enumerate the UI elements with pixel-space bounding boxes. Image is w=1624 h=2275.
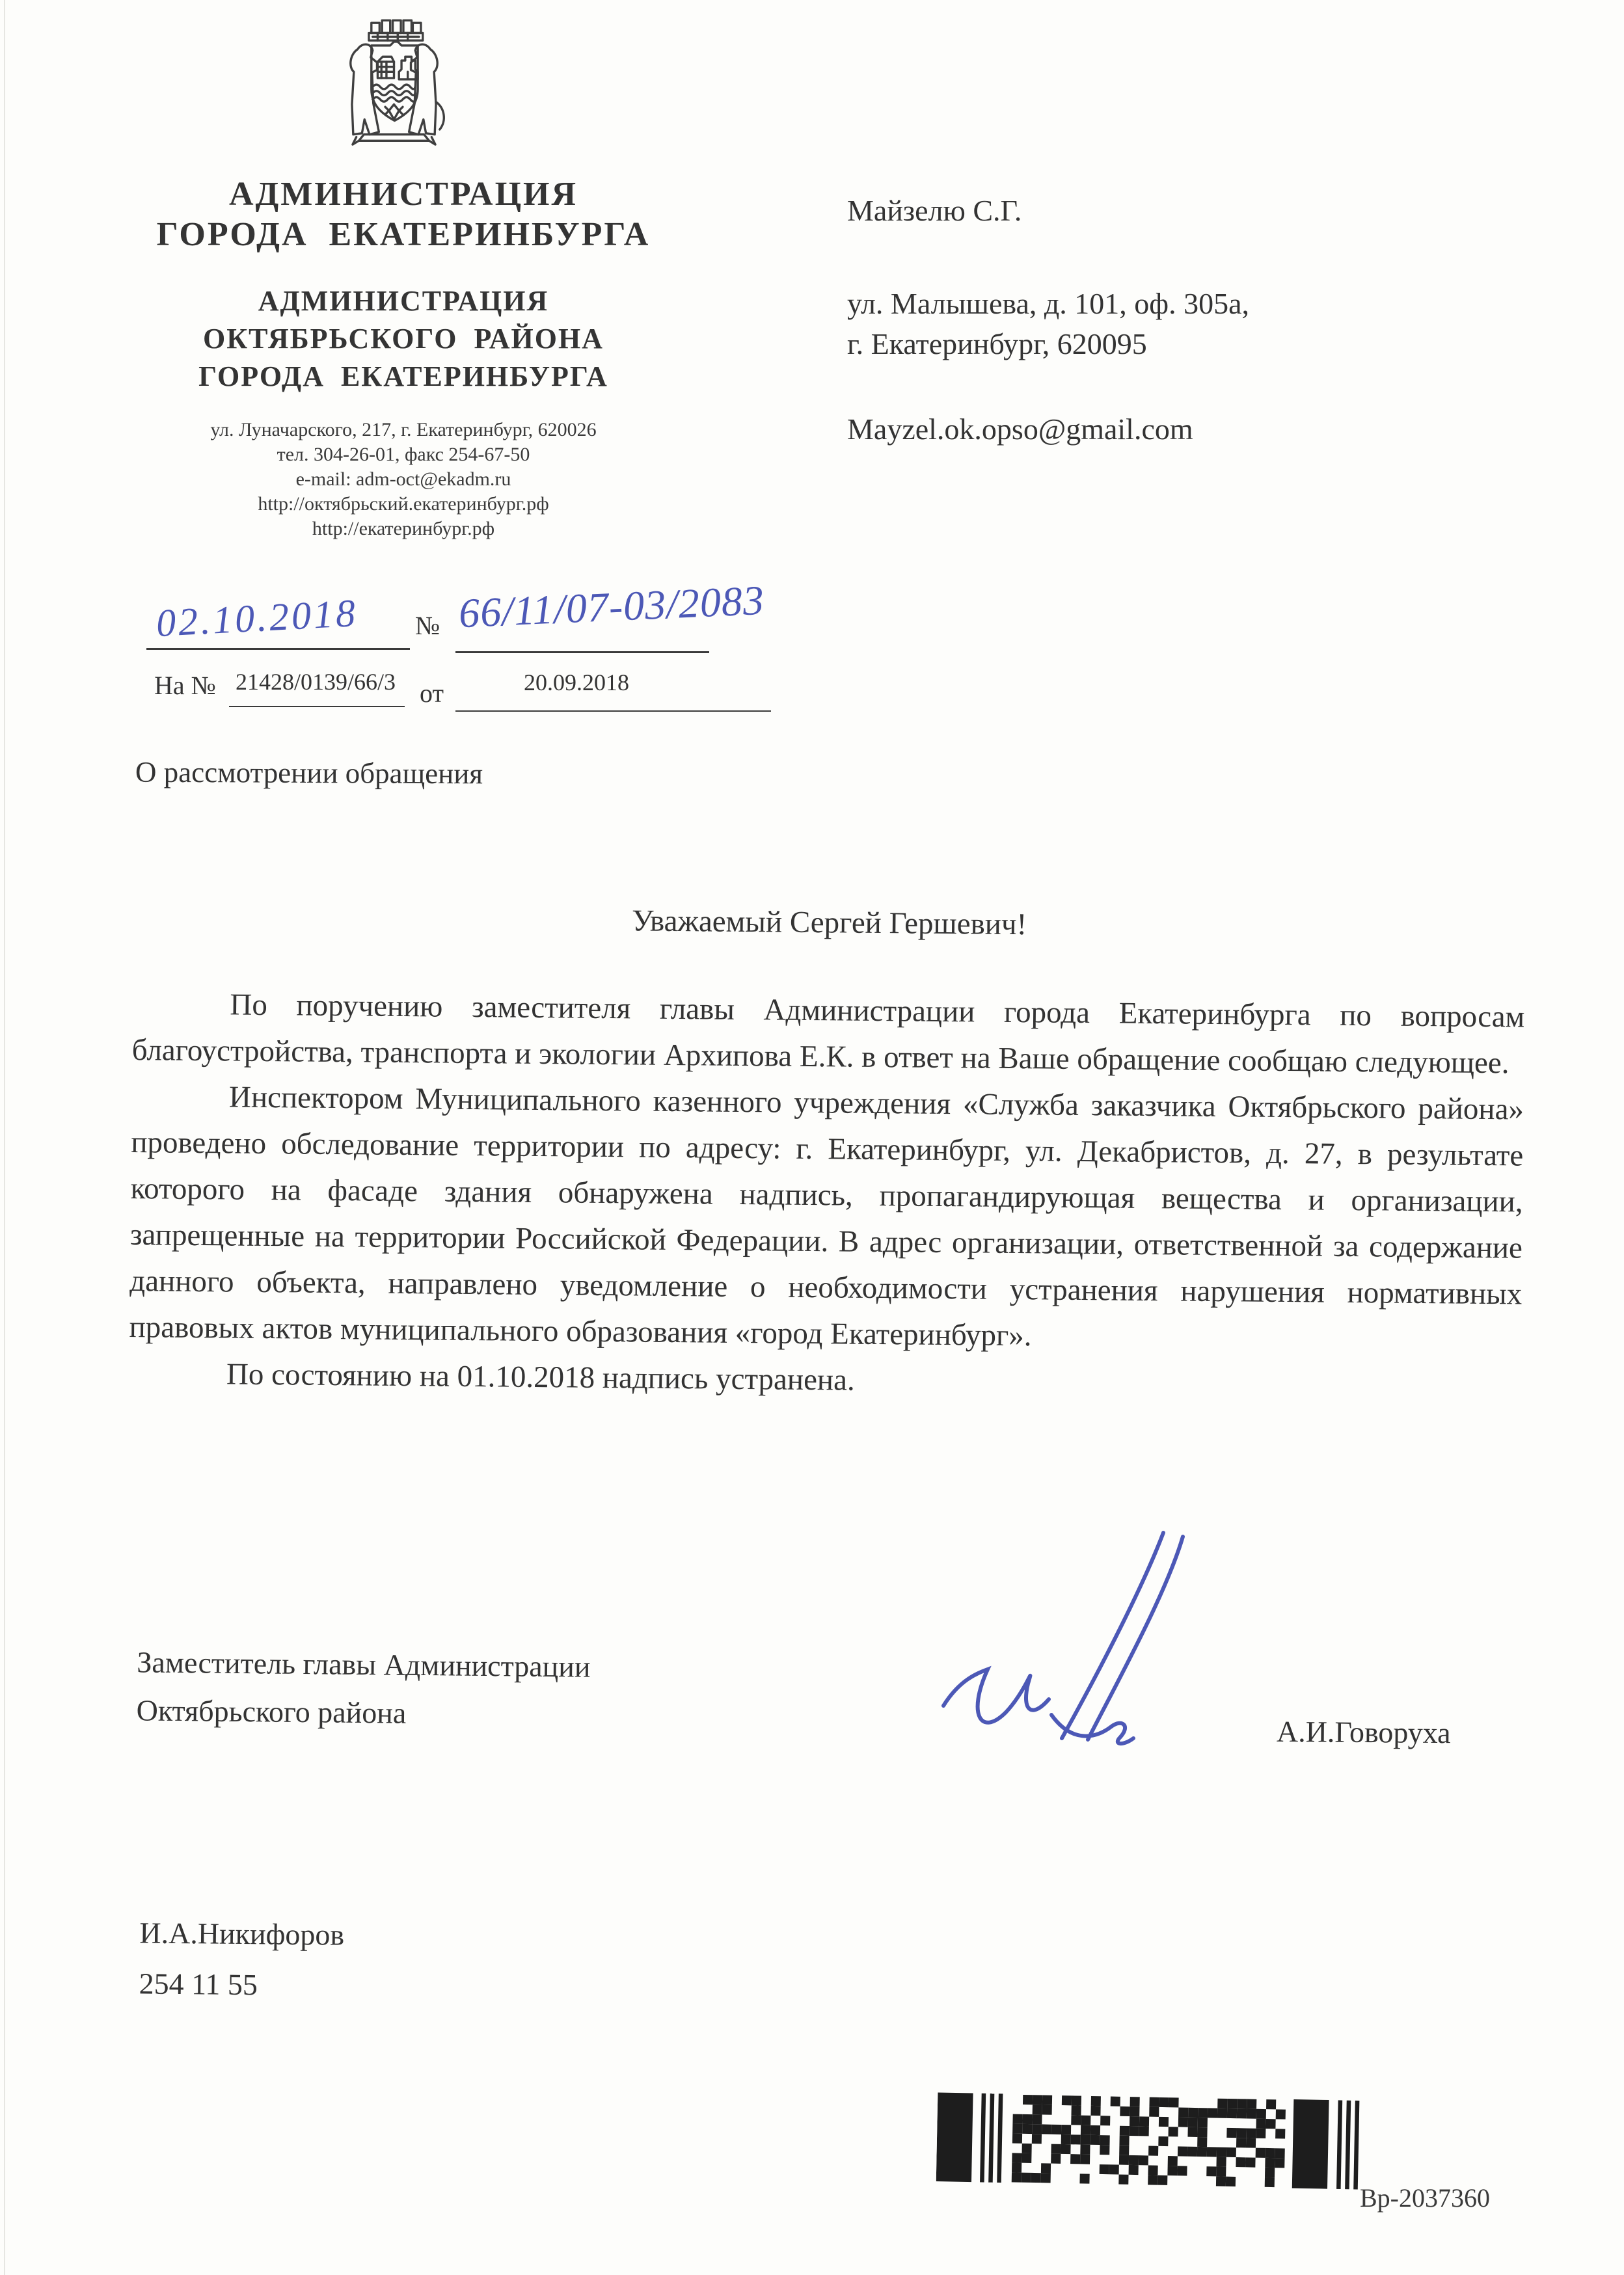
org-subtitle bbox=[85, 282, 722, 396]
letterhead-address: ул. Луначарского, 217, г. Екатеринбург, 620026 bbox=[210, 419, 597, 440]
recipient-address-line2: г. Екатеринбург, 620095 bbox=[847, 327, 1147, 360]
signer-title-line2: Октябрьского района bbox=[136, 1693, 407, 1730]
letterhead-site1: http://октябрьский.екатеринбург.рф bbox=[258, 493, 549, 515]
from-label: от bbox=[420, 679, 444, 708]
executor-name: И.А.Никифоров bbox=[139, 1916, 345, 1952]
reply-number-underline bbox=[229, 706, 405, 707]
subject-line: О рассмотрении обращения bbox=[135, 755, 483, 790]
outgoing-date-underline bbox=[146, 648, 410, 650]
number-sign: № bbox=[415, 611, 440, 640]
signer-name: А.И.Говоруха bbox=[1276, 1714, 1451, 1750]
executor-block bbox=[139, 1907, 344, 2011]
outgoing-number-handwritten: 66/11/07-03/2083 bbox=[457, 576, 766, 637]
recipient-name: Майзелю С.Г. bbox=[847, 194, 1022, 227]
letterhead-contact bbox=[85, 418, 722, 541]
barcode-label: Вр-2037360 bbox=[1360, 2183, 1490, 2213]
document-barcode bbox=[936, 2090, 1361, 2192]
org-title-line2: ГОРОДА ЕКАТЕРИНБУРГА bbox=[156, 216, 651, 253]
outgoing-date-handwritten: 02.10.2018 bbox=[155, 591, 359, 645]
signer-title-line1: Заместитель главы Администрации bbox=[137, 1645, 591, 1684]
org-title bbox=[85, 174, 722, 255]
reply-number: 21428/0139/66/3 bbox=[236, 669, 396, 695]
recipient-email: Mayzel.ok.opso@gmail.com bbox=[847, 412, 1193, 446]
outgoing-number-underline bbox=[455, 651, 709, 653]
letterhead-site2: http://екатеринбург.рф bbox=[312, 518, 495, 539]
salutation: Уважаемый Сергей Гершевич! bbox=[631, 904, 1027, 942]
reply-label: На № bbox=[154, 671, 216, 700]
body-paragraph-2: Инспектором Муниципального казенного учреждения «Служба заказчика Октябрьского района» проведено обследование территории по адресу: г. Екатеринбург, ул. Декабристов, д. 27, в результате которого на фасаде здания обнаружена надпись, пропагандирующая вещества и организации, запрещенные на территории Российской Федерации. В адрес организации, ответственной за содержание данного объекта, направлено уведомление о необходимости устранения нарушения нормативных правовых актов муниципального образования «город Екатеринбург». bbox=[129, 1080, 1524, 1353]
recipient-address-line1: ул. Малышева, д. 101, оф. 305а, bbox=[847, 287, 1250, 320]
org-title-line1: АДМИНИСТРАЦИЯ bbox=[228, 176, 578, 213]
org-sub-line1: АДМИНИСТРАЦИЯ bbox=[258, 285, 549, 317]
letterhead-email: e-mail: adm-oct@ekadm.ru bbox=[295, 468, 511, 490]
scan-edge-artifact bbox=[4, 0, 5, 2275]
signature-ink bbox=[924, 1522, 1262, 1763]
letterhead-phone-fax: тел. 304-26-01, факс 254-67-50 bbox=[277, 444, 530, 465]
body-paragraph-3: По состоянию на 01.10.2018 надпись устранена. bbox=[226, 1357, 855, 1397]
reply-date: 20.09.2018 bbox=[524, 669, 629, 695]
signer-title bbox=[136, 1638, 591, 1739]
org-sub-line2: ОКТЯБРЬСКОГО РАЙОНА bbox=[203, 323, 604, 355]
org-sub-line3: ГОРОДА ЕКАТЕРИНБУРГА bbox=[198, 360, 608, 392]
body-paragraph-1: По поручению заместителя главы Администрации города Екатеринбурга по вопросам благоустройства, транспорта и экологии Архипова Е.К. в ответ на Ваше обращение сообщаю следующее. bbox=[131, 988, 1525, 1081]
letter-body bbox=[129, 896, 1526, 1410]
reply-date-underline bbox=[455, 710, 771, 712]
yekaterinburg-coat-of-arms-icon bbox=[331, 9, 457, 147]
executor-phone: 254 11 55 bbox=[139, 1967, 258, 2002]
